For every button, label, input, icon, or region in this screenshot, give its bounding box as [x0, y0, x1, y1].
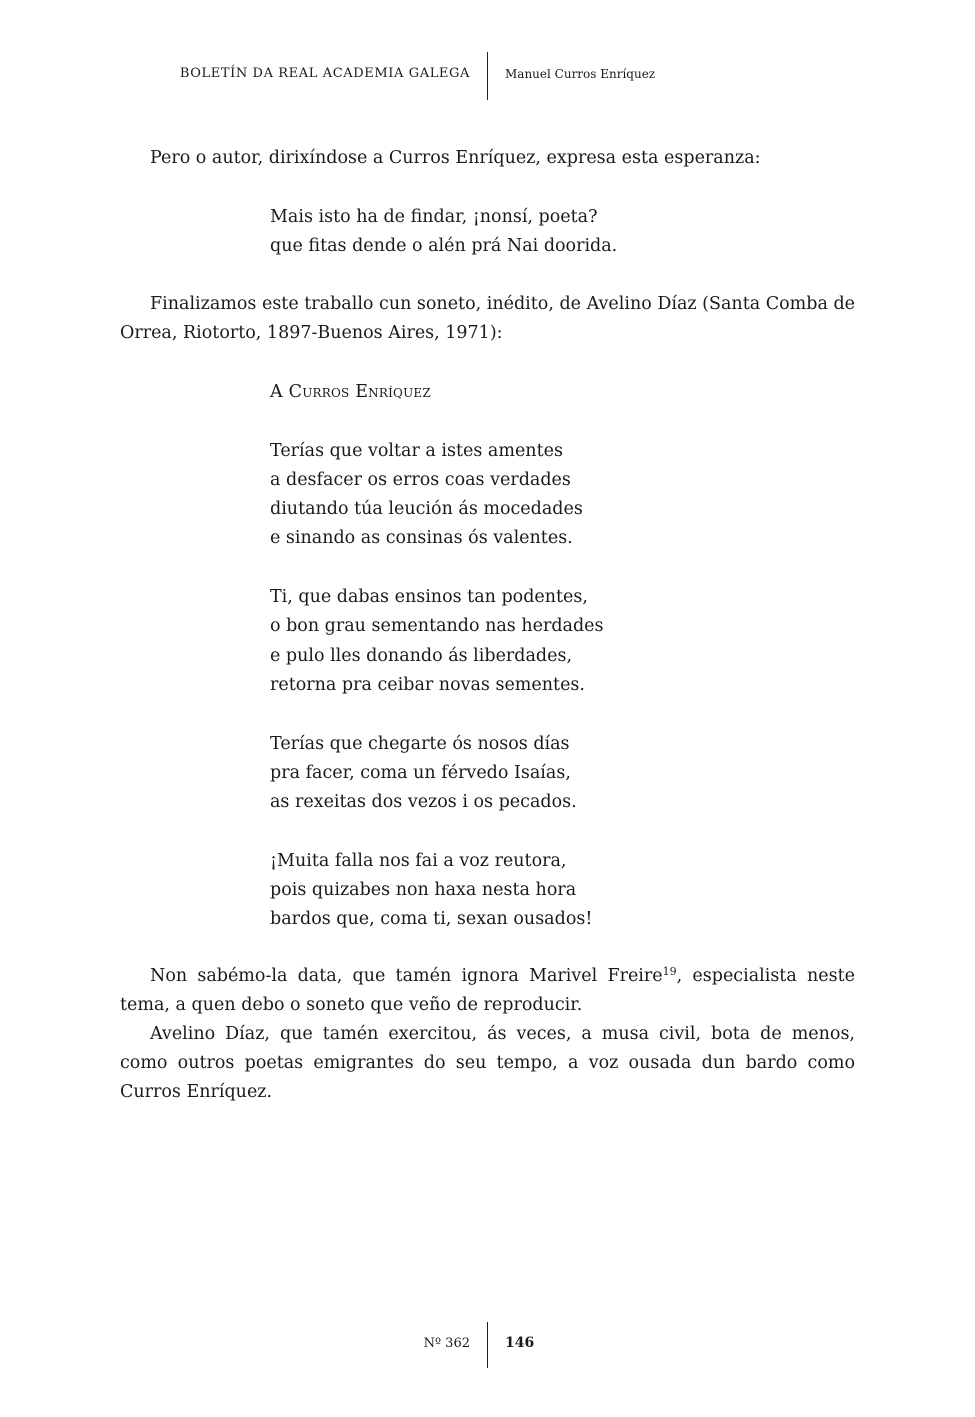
intro-paragraph: Pero o autor, dirixíndose a Curros Enríquez, expresa esta esperanza: [150, 148, 761, 168]
verse-line: Mais isto ha de findar, ¡nonsí, poeta? [270, 207, 598, 227]
poem [270, 378, 604, 935]
page-footer [0, 1322, 975, 1368]
verse-line: e pulo lles donando ás liberdades, [270, 645, 573, 666]
stanza-4 [270, 847, 604, 935]
verse-line: bardos que, coma ti, sexan ousados! [270, 909, 593, 930]
stanza-1 [270, 437, 604, 554]
verse-line: e sinando as consinas ós valentes. [270, 528, 573, 549]
page-number: 146 [505, 1335, 535, 1351]
verse-line: Terías que chegarte ós nosos días [270, 733, 570, 754]
verse-line: que fitas dende o alén prá Nai doorida. [270, 236, 618, 257]
footnote-ref[interactable]: 19 [662, 965, 677, 978]
verse-line: as rexeitas dos vezos i os pecados. [270, 792, 577, 813]
verse-line: ¡Muita falla nos fai a voz reutora, [270, 850, 567, 871]
closing-block [120, 962, 855, 1107]
closing-paragraph-1 [120, 962, 855, 1020]
closing-text: , especialista neste tema, a quen debo o soneto que veño de reproducir. [120, 966, 855, 1015]
stanza-2 [270, 583, 604, 700]
article-title: Manuel Curros Enríquez [505, 67, 656, 81]
verse-line: a desfacer os erros coas verdades [270, 469, 571, 490]
verse-line: Terías que voltar a istes amentes [270, 440, 563, 461]
sonnet-intro-paragraph: Finalizamos este traballo cun soneto, inédito, de Avelino Díaz (Santa Comba de Orrea, Riotorto, 1897-Buenos Aires, 1971): [120, 294, 855, 343]
verse-line: Ti, que dabas ensinos tan podentes, [270, 587, 588, 608]
verse-line: o bon grau sementando nas herdades [270, 616, 604, 637]
footer-divider [487, 1322, 488, 1368]
verse-line: retorna pra ceibar novas sementes. [270, 674, 585, 695]
running-header [0, 52, 975, 100]
sonnet-intro-block [120, 290, 855, 348]
poem-title: A Curros Enríquez [270, 382, 431, 402]
intro-paragraph-block [120, 144, 855, 173]
verse-line: pois quizabes non haxa nesta hora [270, 880, 577, 901]
verse-line: diutando túa leución ás mocedades [270, 499, 583, 520]
closing-paragraph-2: Avelino Díaz, que tamén exercitou, ás veces, a musa civil, bota de menos, como outros poetas emigrantes do seu tempo, a voz ousada dun bardo como Curros Enríquez. [120, 1024, 855, 1102]
quote-verse [270, 203, 617, 262]
verse-line: pra facer, coma un férvedo Isaías, [270, 762, 571, 783]
header-divider [487, 52, 488, 100]
closing-text: Non sabémo-la data, que tamén ignora Marivel Freire [150, 966, 663, 986]
issue-number: Nº 362 [423, 1336, 470, 1351]
stanza-3 [270, 730, 604, 818]
journal-title: BOLETÍN DA REAL ACADEMIA GALEGA [179, 66, 470, 81]
